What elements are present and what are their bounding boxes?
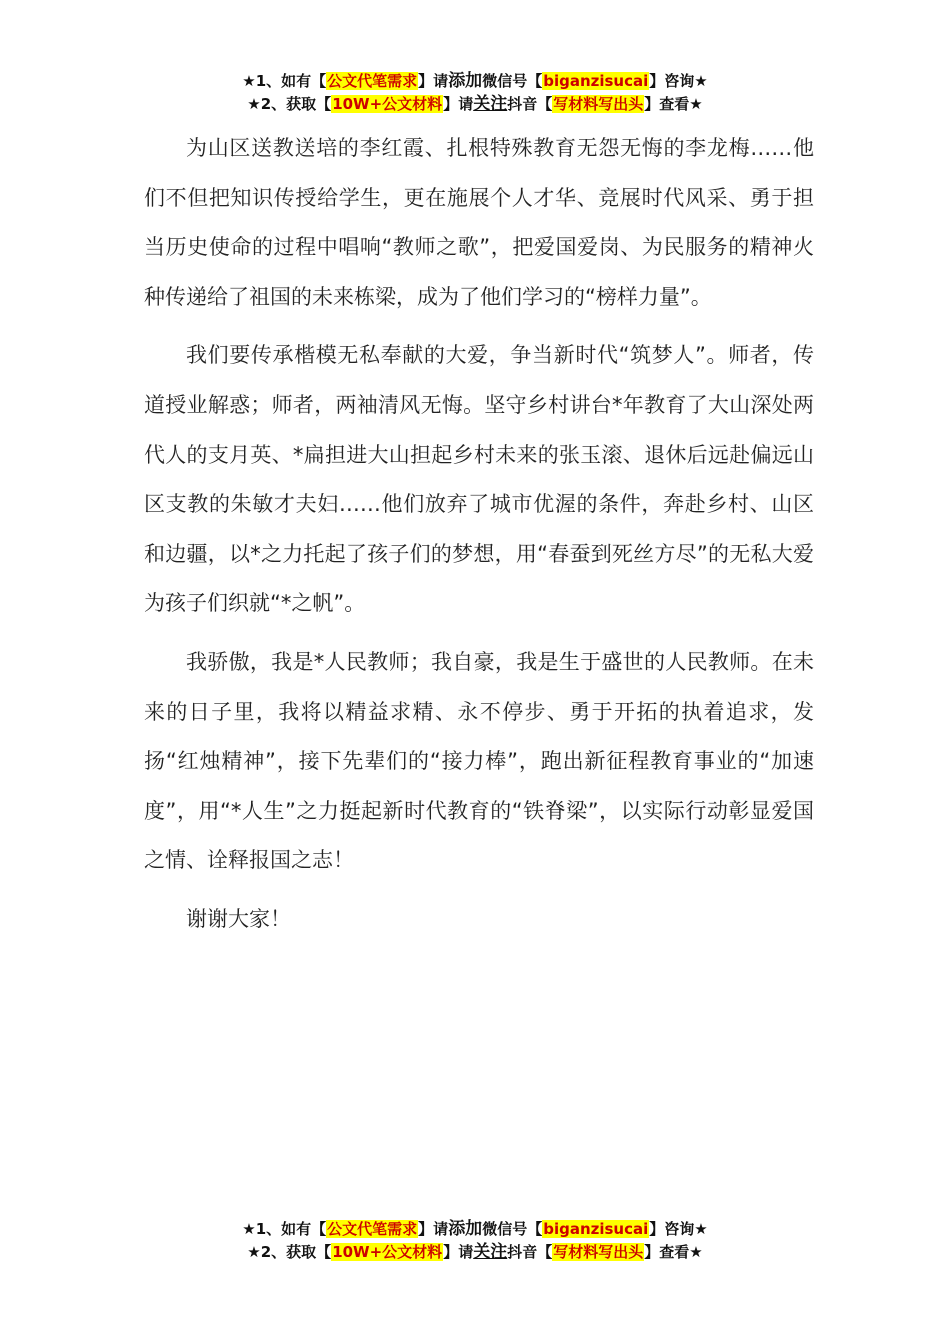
highlight-materials: 10W+公文材料 xyxy=(332,1243,443,1261)
highlight-wechat-id: biganzisucai xyxy=(543,72,649,90)
banner-emphasis: 关注 xyxy=(473,94,508,114)
paragraph: 我们要传承楷模无私奉献的大爱，争当新时代“筑梦人”。师者，传道授业解惑；师者，两袖清风无悔。坚守乡村讲台*年教育了大山深处两代人的支月英、*扁担进大山担起乡村未来的张玉滚、退休后远赴偏远山区支教的朱敏才夫妇……他们放弃了城市优渥的条件，奔赴乡村、山区和边疆，以*之力托起了孩子们的梦想，用“春蚕到死丝方尽”的无私大爱为孩子们织就“*之帆”。 xyxy=(144,343,814,616)
paragraph: 为山区送教送培的李红霞、扎根特殊教育无怨无悔的李龙梅……他们不但把知识传授给学生，更在施展个人才华、竞展时代风采、勇于担当历史使命的过程中唱响“教师之歌”，把爱国爱岗、为民服务的精神火种传递给了祖国的未来栋梁，成为了他们学习的“榜样力量”。 xyxy=(144,136,814,309)
banner-line-2 xyxy=(0,93,950,116)
banner-text: ★1、如有【 xyxy=(242,72,327,90)
banner-text: 微信号【 xyxy=(482,1220,543,1238)
banner-line-2 xyxy=(0,1241,950,1264)
banner-text: ★2、获取【 xyxy=(247,1243,332,1261)
banner-emphasis: 关注 xyxy=(473,1242,508,1262)
highlight-materials: 10W+公文材料 xyxy=(332,95,443,113)
highlight-douyin-account: 写材料写出头 xyxy=(553,95,644,113)
highlight-douyin-account: 写材料写出头 xyxy=(553,1243,644,1261)
banner-text: 】咨询★ xyxy=(649,72,708,90)
highlight-wechat-id: biganzisucai xyxy=(543,1220,649,1238)
banner-text: 】请 xyxy=(443,95,474,113)
banner-text: 】查看★ xyxy=(644,1243,703,1261)
footer-banner xyxy=(0,1218,950,1264)
closing-line: 谢谢大家！ xyxy=(186,906,291,931)
highlight-service: 公文代笔需求 xyxy=(327,72,418,90)
banner-line-1 xyxy=(0,1218,950,1241)
banner-text: 微信号【 xyxy=(482,72,543,90)
document-body xyxy=(144,124,814,954)
banner-emphasis: 添加 xyxy=(448,1219,483,1239)
banner-text: ★2、获取【 xyxy=(247,95,332,113)
banner-text: 】请 xyxy=(443,1243,474,1261)
banner-text: 】请 xyxy=(418,1220,449,1238)
banner-line-1 xyxy=(0,70,950,93)
banner-text: ★1、如有【 xyxy=(242,1220,327,1238)
banner-text: 】查看★ xyxy=(644,95,703,113)
paragraph: 我骄傲，我是*人民教师；我自豪，我是生于盛世的人民教师。在未来的日子里，我将以精益求精、永不停步、勇于开拓的执着追求，发扬“红烛精神”，接下先辈们的“接力棒”，跑出新征程教育事业的“加速度”，用“*人生”之力挺起新时代教育的“铁脊梁”，以实际行动彰显爱国之情、诠释报国之志！ xyxy=(144,649,814,873)
banner-text: 抖音【 xyxy=(507,1243,553,1261)
banner-text: 】请 xyxy=(418,72,449,90)
highlight-service: 公文代笔需求 xyxy=(327,1220,418,1238)
banner-text: 抖音【 xyxy=(507,95,553,113)
banner-text: 】咨询★ xyxy=(649,1220,708,1238)
header-banner xyxy=(0,70,950,116)
banner-emphasis: 添加 xyxy=(448,71,483,91)
